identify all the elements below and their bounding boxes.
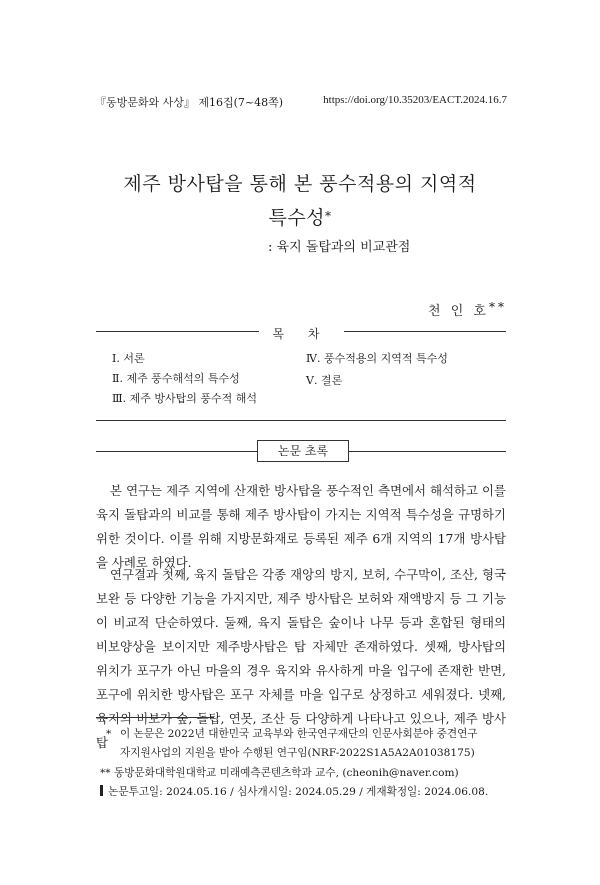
journal-citation: 『동방문화와 사상』 제16집(7~48쪽) [95,96,284,109]
toc-item-2[interactable]: Ⅱ. 제주 풍수해석의 특수성 [112,372,240,385]
abstract-paragraph-2: 연구결과 첫째, 육지 돌탑은 각종 재앙의 방지, 보허, 수구막이, 조산, 형국 보완 등 다양한 기능을 가지지만, 제주 방사탑은 보허와 재액방지 등 그 기능이 비교적 단순하였다. 둘째, 육지 돌탑은 숲이나 나무 등과 혼합된 형태의 비보양상을 보이지만 제주방사탑은 탑 자체만 존재하였다. 셋째, 방사탑의 위치가 포구가 아닌 마을의 경우 육지와 유사하게 마을 입구에 존재한 반면, 포구에 위치한 방사탑은 포구 자체를 마을 입구로 상정하고 세워졌다. 넷째, 육지의 비보가 숲, 돌탑, 연못, 조산 등 다양하게 나타나고 있으나, 제주 방사탑 [96,567,506,750]
footnote-separator [96,717,214,718]
abstract-rule-left [96,451,257,452]
toc-heading: 목 차 [259,327,344,341]
paper-title-line-2-text: 특수성 [268,207,326,229]
toc-heading-wrap [96,323,506,342]
bar-marker-icon [100,785,103,796]
doi-link[interactable]: https://doi.org/10.35203/EACT.2024.16.7 [323,94,507,106]
toc-item-4[interactable]: Ⅳ. 풍수적용의 지역적 특수성 [306,352,448,365]
submission-dates: 논문투고일: 2024.05.16 / 심사개시일: 2024.05.29 / 게재확정일: 2024.06.08. [108,786,489,798]
footnote-3 [100,783,510,802]
toc-item-3[interactable]: Ⅲ. 제주 방사탑의 풍수적 해석 [112,392,257,405]
abstract-heading: 논문 초록 [257,440,349,462]
paper-title-line-2 [0,203,600,230]
author-footnote-mark: ** [489,300,507,314]
paper-subtitle: : 육지 돌탑과의 비교관점 [268,240,411,255]
toc-item-1[interactable]: Ⅰ. 서론 [112,352,145,365]
footnote-2: ** 동방문화대학원대학교 미래예측콘텐츠학과 교수, (cheonih@naver.com) [100,767,459,779]
footnote-1-line-1: 이 논문은 2022년 대한민국 교육부와 한국연구재단의 인문사회분야 중견연구 [120,728,478,740]
abstract-paragraph-1: 본 연구는 제주 지역에 산재한 방사탑을 풍수적인 측면에서 해석하고 이를 육지 돌탑과의 비교를 통해 제주 방사탑이 가지는 지역적 특수성을 규명하기 위한 것이다. 이를 위해 지방문화재로 등록된 제주 6개 지역의 17개 방사탑을 사례로 하였다. [96,483,506,570]
footnote-1-line-2: 자지원사업의 지원을 받아 수행된 연구임(NRF-2022S1A5A2A01038175) [120,747,475,759]
abstract-rule-right [349,451,506,452]
author-name: 천 인 호 [428,304,489,319]
author [428,300,507,319]
title-footnote-mark: * [325,209,332,223]
footnote-1 [106,725,511,763]
paper-title-line-1: 제주 방사탑을 통해 본 풍수적용의 지역적 [123,173,477,195]
table-of-contents [96,327,506,421]
toc-item-5[interactable]: Ⅴ. 결론 [306,374,343,387]
footnote-1-mark: * [106,728,112,740]
